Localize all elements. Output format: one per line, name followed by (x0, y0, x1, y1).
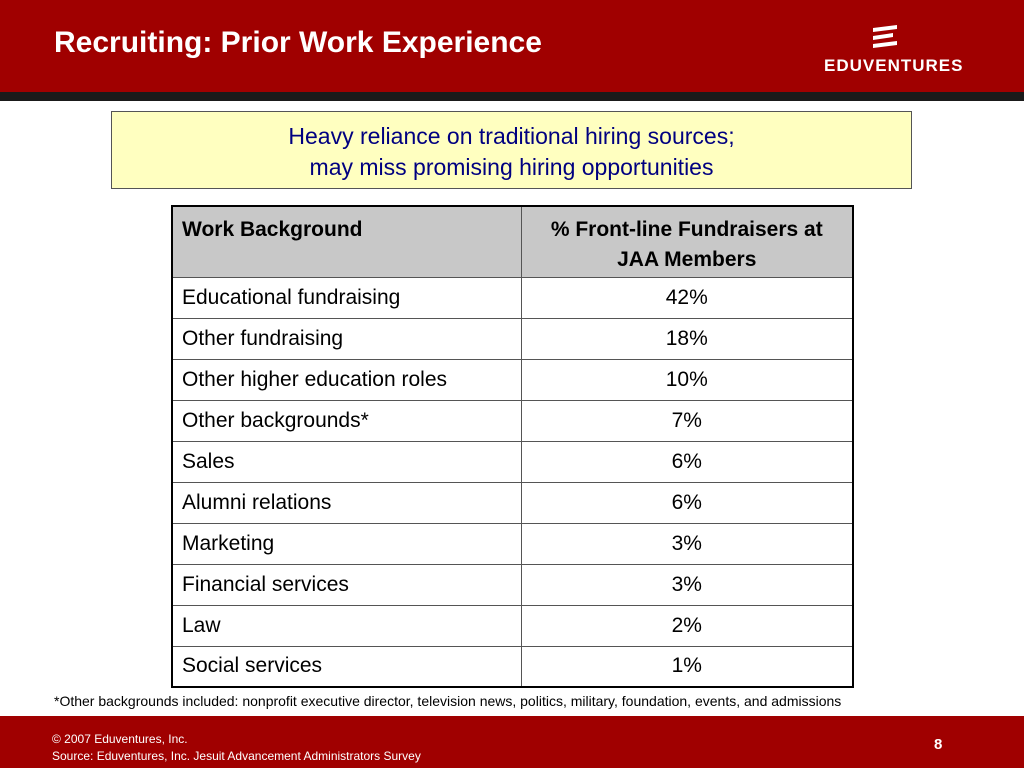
copyright-text: © 2007 Eduventures, Inc. (52, 732, 188, 746)
table-row (172, 359, 853, 400)
row-label: Law (172, 605, 521, 646)
row-label: Alumni relations (172, 482, 521, 523)
table-row (172, 482, 853, 523)
callout-line-2: may miss promising hiring opportunities (309, 154, 714, 180)
callout-line-1: Heavy reliance on traditional hiring sources; (288, 123, 735, 149)
row-value: 3% (521, 564, 853, 605)
row-value: 3% (521, 523, 853, 564)
table-row (172, 441, 853, 482)
row-label: Marketing (172, 523, 521, 564)
source-text: Source: Eduventures, Inc. Jesuit Advancement Administrators Survey (52, 749, 421, 763)
header-bar (0, 0, 1024, 92)
row-label: Financial services (172, 564, 521, 605)
eduventures-logo-icon (871, 24, 901, 48)
column-header-work-background: Work Background (172, 206, 521, 277)
slide-title: Recruiting: Prior Work Experience (54, 26, 542, 59)
column-header-percent: % Front-line Fundraisers at JAA Members (521, 206, 853, 277)
page-number: 8 (934, 736, 943, 753)
row-value: 6% (521, 441, 853, 482)
row-value: 42% (521, 277, 853, 318)
row-value: 1% (521, 646, 853, 687)
row-label: Social services (172, 646, 521, 687)
table-row (172, 605, 853, 646)
header-divider (0, 92, 1024, 101)
footer-bar (0, 716, 1024, 768)
work-background-table (171, 205, 854, 688)
table-row (172, 523, 853, 564)
row-label: Other higher education roles (172, 359, 521, 400)
table-row (172, 646, 853, 687)
eduventures-logo (820, 18, 964, 82)
logo-text: EDUVENTURES (824, 56, 964, 75)
row-value: 7% (521, 400, 853, 441)
table-row (172, 318, 853, 359)
row-label: Sales (172, 441, 521, 482)
row-label: Other backgrounds* (172, 400, 521, 441)
row-value: 2% (521, 605, 853, 646)
table-row (172, 564, 853, 605)
row-label: Other fundraising (172, 318, 521, 359)
row-value: 6% (521, 482, 853, 523)
callout-box (111, 111, 912, 189)
footnote: *Other backgrounds included: nonprofit executive director, television news, politics, military, foundation, events, and admissions (54, 693, 842, 709)
row-label: Educational fundraising (172, 277, 521, 318)
row-value: 10% (521, 359, 853, 400)
table-header-row (172, 206, 853, 277)
table-row (172, 400, 853, 441)
row-value: 18% (521, 318, 853, 359)
table-row (172, 277, 853, 318)
